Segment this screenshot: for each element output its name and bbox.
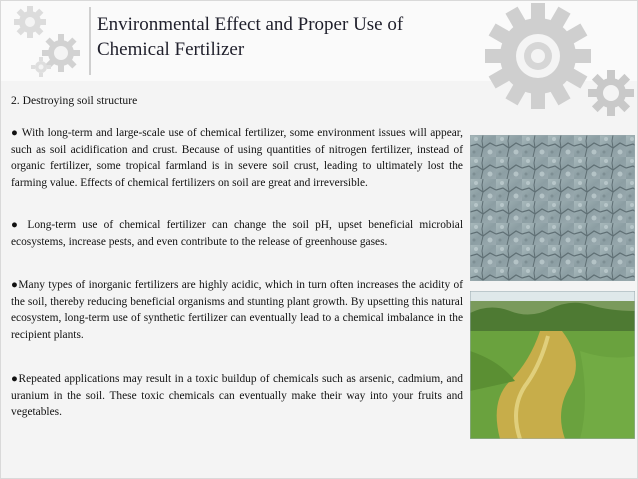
soil-crust-photo [470, 135, 635, 281]
title-rule [89, 7, 91, 75]
section-subheading: 2. Destroying soil structure [11, 94, 138, 107]
paragraph-3: ●Many types of inorganic fertilizers are highly acidic, which in turn often increases the acidity of the soil, thereby reducing beneficial organisms and stunting plant growth. By upsetting this natural ecosystem, long-term use of synthetic fertilizer can eventually lead to a chemical imbalance in the recipient plants. [11, 279, 463, 341]
title-line-1: Environmental Effect and Proper Use of [97, 14, 404, 35]
paragraph-4: ●Repeated applications may result in a toxic buildup of chemicals such as arsenic, cadmium, and uranium in the soil. These toxic chemicals can eventually make their way into your fruits and vegetables. [11, 373, 463, 418]
page-title [97, 12, 497, 62]
gear-icon [587, 69, 635, 117]
gear-icon [31, 57, 51, 77]
polluted-stream-photo [470, 291, 635, 439]
gear-icon [483, 1, 593, 111]
title-line-2: Chemical Fertilizer [97, 39, 245, 60]
paragraph-1: ● With long-term and large-scale use of chemical fertilizer, some environment issues will appear, such as soil acidification and crust. Because of using quantities of nitrogen fertilizer, instead of organic fertilizer, some tropical farmland is in severe soil crust, leading to ultimately lost the farming value. Effects of chemical fertilizers on soil are great and irreversible. [11, 127, 463, 189]
paragraph-2: ● Long-term use of chemical fertilizer can change the soil pH, upset beneficial microbial ecosystems, increase pests, and even contribute to the release of greenhouse gases. [11, 219, 463, 248]
